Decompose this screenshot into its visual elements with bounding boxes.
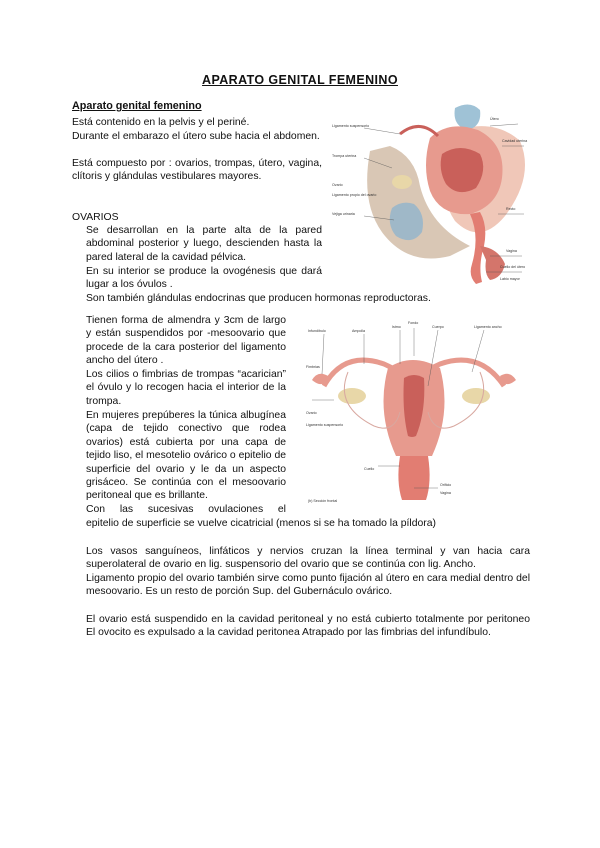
ovulaciones-line-a: Con las sucesivas ovulaciones el	[86, 504, 286, 515]
suspension-paragraph: El ovario está suspendido en la cavidad peritoneal y no está cubierto totalmente por peritoneo El ovocito es expulsado a la cavidad peritonea Atrapado por las fimbrias del infundíbulo.	[86, 614, 530, 639]
fig1-label-right-5: Labio mayor	[500, 277, 520, 281]
fig1-label-left-4: Vejiga urinaria	[332, 212, 355, 216]
ligamento-paragraph: Ligamento propio del ovario también sirve como punto fijación al útero en cara medial dentro del mesoovario. Es un resto de porción Sup. del Gubernáculo ovárico.	[86, 573, 530, 598]
fig2-label-top-4: Cuerpo	[432, 325, 444, 329]
ovulaciones-line-b: epitelio de superficie se vuelve cicatricial (menos si se ha tomado la píldora)	[86, 518, 436, 529]
fig1-label-right-1: Cavidad uterina	[502, 139, 528, 143]
intro-line-3: Está compuesto por : ovarios, trompas, útero, vagina, clítoris y glándulas vestibulares mayores.	[72, 158, 322, 183]
fig1-label-left-3: Ligamento propio del ovario	[332, 193, 377, 197]
fig1-label-left-0: Ligamento suspensorio	[332, 124, 370, 128]
vasos-paragraph: Los vasos sanguíneos, linfáticos y nervios cruzan la línea terminal y van hacia cara superolateral de ovario en lig. suspensorio del ovario que se continúa con lig. Ancho.	[86, 546, 530, 571]
forma-paragraph: Tienen forma de almendra y 3cm de largo y están suspendidos por -mesoovario que procede de la cara posterior del ligamento ancho del útero .	[86, 315, 286, 367]
fig2-label-top-3: Fondo	[408, 321, 419, 325]
intro-line-1: Está contenido en la pelvis y el periné.	[72, 117, 250, 128]
fig1-label-right-4: Cuello del útero	[500, 265, 526, 269]
fig2-label-bottom-2: Vagina	[440, 491, 451, 495]
fig2-label-top-2: Istmo	[392, 325, 401, 329]
cilios-paragraph: Los cilios o fimbrias de trompas “acarician” el óvulo y lo recogen hacia el interior de la trompa.	[86, 369, 286, 407]
fig2-caption: (b) Sección frontal	[308, 499, 338, 503]
frontal-section-figure	[304, 316, 524, 508]
ovarios-paragraph-2: En su interior se produce la ovogénesis que dará lugar a los óvulos .	[86, 266, 322, 291]
fig1-label-right-2: Recto	[506, 207, 516, 211]
left-ovary-shape	[338, 388, 366, 404]
ovarios-paragraph-1: Se desarrollan en la parte alta de la pared abdominal posterior y luego, descienden hasta la pared lateral de la cavidad pélvica.	[86, 225, 322, 263]
fig1-label-right-0: Útero	[490, 117, 499, 121]
ovarios-paragraph-3: Son también glándulas endocrinas que producen hormonas reproductoras.	[86, 293, 431, 304]
fig2-label-left-2: Ligamento suspensorio	[306, 423, 344, 427]
fig1-label-left-1: Trompa uterina	[332, 154, 357, 158]
fig2-label-top-5: Ligamento ancho	[474, 325, 502, 329]
fig1-label-left-2: Ovario	[332, 183, 343, 187]
page-title: APARATO GENITAL FEMENINO	[202, 73, 398, 87]
ovary-shape	[392, 175, 412, 189]
fig2-label-top-1: Ampolla	[352, 329, 365, 333]
fig2-label-left-0: Fimbrias	[306, 365, 320, 369]
intro-line-2: Durante el embarazo el útero sube hacia el abdomen.	[72, 131, 320, 142]
fig2-label-left-1: Ovario	[306, 411, 317, 415]
fig2-label-top-0: Infundíbulo	[308, 329, 326, 333]
section-subtitle: Aparato genital femenino	[72, 100, 202, 112]
fig2-label-bottom-1: Orificio	[440, 483, 452, 487]
fig2-label-bottom-0: Cuello	[364, 467, 375, 471]
ovarios-heading: OVARIOS	[72, 212, 119, 223]
vagina-shape	[398, 456, 429, 500]
sagittal-section-figure	[330, 96, 530, 288]
mujeres-paragraph: En mujeres prepúberes la túnica albugínea (capa de tejido conectivo que rodea ovarios) está cubierta por una capa de tejido liso, el mesotelio ovárico o epitelio de superficie del ovario y le da un aspecto grisáceo. Se continúa con el mesoovario peritoneal que es brillante.	[86, 410, 286, 502]
fig1-label-right-3: Vagina	[506, 249, 517, 253]
right-ovary-shape	[462, 388, 490, 404]
